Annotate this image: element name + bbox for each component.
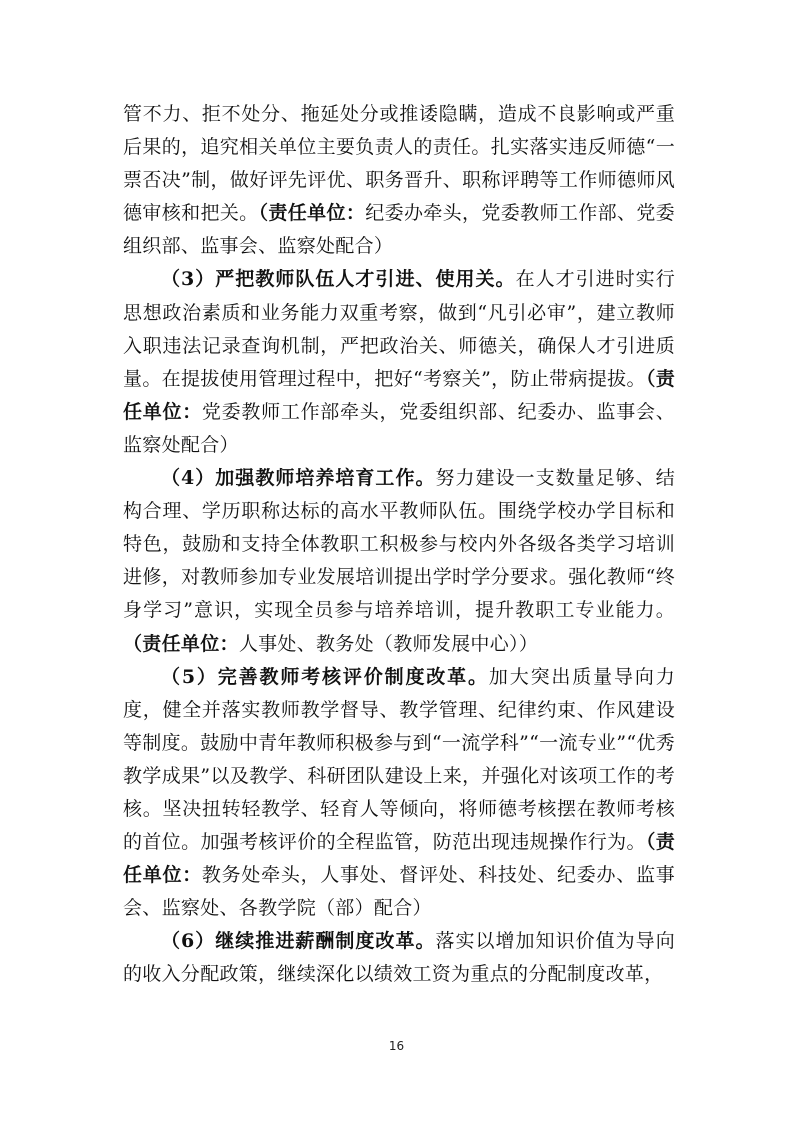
responsibility-label: （责任单位： (258, 202, 366, 225)
paragraph-6 (123, 925, 675, 991)
paragraph-continuation (123, 98, 675, 263)
paragraph-heading: （6）继续推进薪酬制度改革。 (161, 930, 436, 953)
paragraph-heading: （4）加强教师培养培育工作。 (161, 467, 436, 490)
responsibility-text: 人事处、教务处（教师发展中心）） (238, 632, 539, 655)
paragraph-heading: （3）严把教师队伍人才引进、使用关。 (161, 268, 516, 291)
paragraph-text: 努力建设一支数量足够、结构合理、学历职称达标的高水平教师队伍。围绕学校办学目标和特色，鼓励和支持全体教职工积极参与校内外各级各类学习培训进修，对教师参加专业发展培训提出学时学分要求。强化教师“终身学习”意识，实现全员参与培养培训，提升教职工专业能力。 (123, 467, 675, 622)
paragraph-5 (123, 661, 675, 926)
paragraph-4 (123, 462, 675, 661)
paragraph-text: 在人才引进时实行思想政治素质和业务能力双重考察，做到“凡引必审”，建立教师入职违法记录查询机制，严把政治关、师德关，确保人才引进质量。在提拔使用管理过程中，把好“考察关”，防止带病提拔。 (123, 268, 675, 390)
responsibility-label: （责任单位： (123, 831, 675, 887)
paragraph-text: 落实以增加知识价值为导向的收入分配政策，继续深化以绩效工资为重点的分配制度改革， (123, 930, 675, 986)
responsibility-text: 党委教师工作部牵头，党委组织部、纪委办、监事会、监察处配合） (123, 400, 675, 456)
paragraph-text: 加大突出质量导向力度，健全并落实教师教学督导、教学管理、纪律约束、作风建设等制度。鼓励中青年教师积极参与到“一流学科”“一流专业”“优秀教学成果”以及教学、科研团队建设上来，并强化对该项工作的考核。坚决扭转轻教学、轻育人等倾向，将师德考核摆在教师考核的首位。加强考核评价的全程监管，防范出现违规操作行为。 (123, 665, 675, 854)
responsibility-text: 教务处牵头，人事处、督评处、科技处、纪委办、监事会、监察处、各教学院（部）配合） (123, 864, 675, 920)
paragraph-heading: （5）完善教师考核评价制度改革。 (161, 665, 489, 688)
responsibility-text: 纪委办牵头，党委教师工作部、党委组织部、监事会、监察处配合） (123, 202, 675, 258)
document-body (123, 98, 675, 992)
responsibility-label: （责任单位： (123, 367, 675, 423)
paragraph-3 (123, 263, 675, 462)
responsibility-label: （责任单位： (123, 632, 239, 655)
paragraph-text: 管不力、拒不处分、拖延处分或推诿隐瞒，造成不良影响或严重后果的，追究相关单位主要负责人的责任。扎实落实违反师德“一票否决”制，做好评先评优、职务晋升、职称评聘等工作师德师风德审核和把关。 (123, 103, 675, 225)
page-number: 16 (388, 1039, 405, 1053)
